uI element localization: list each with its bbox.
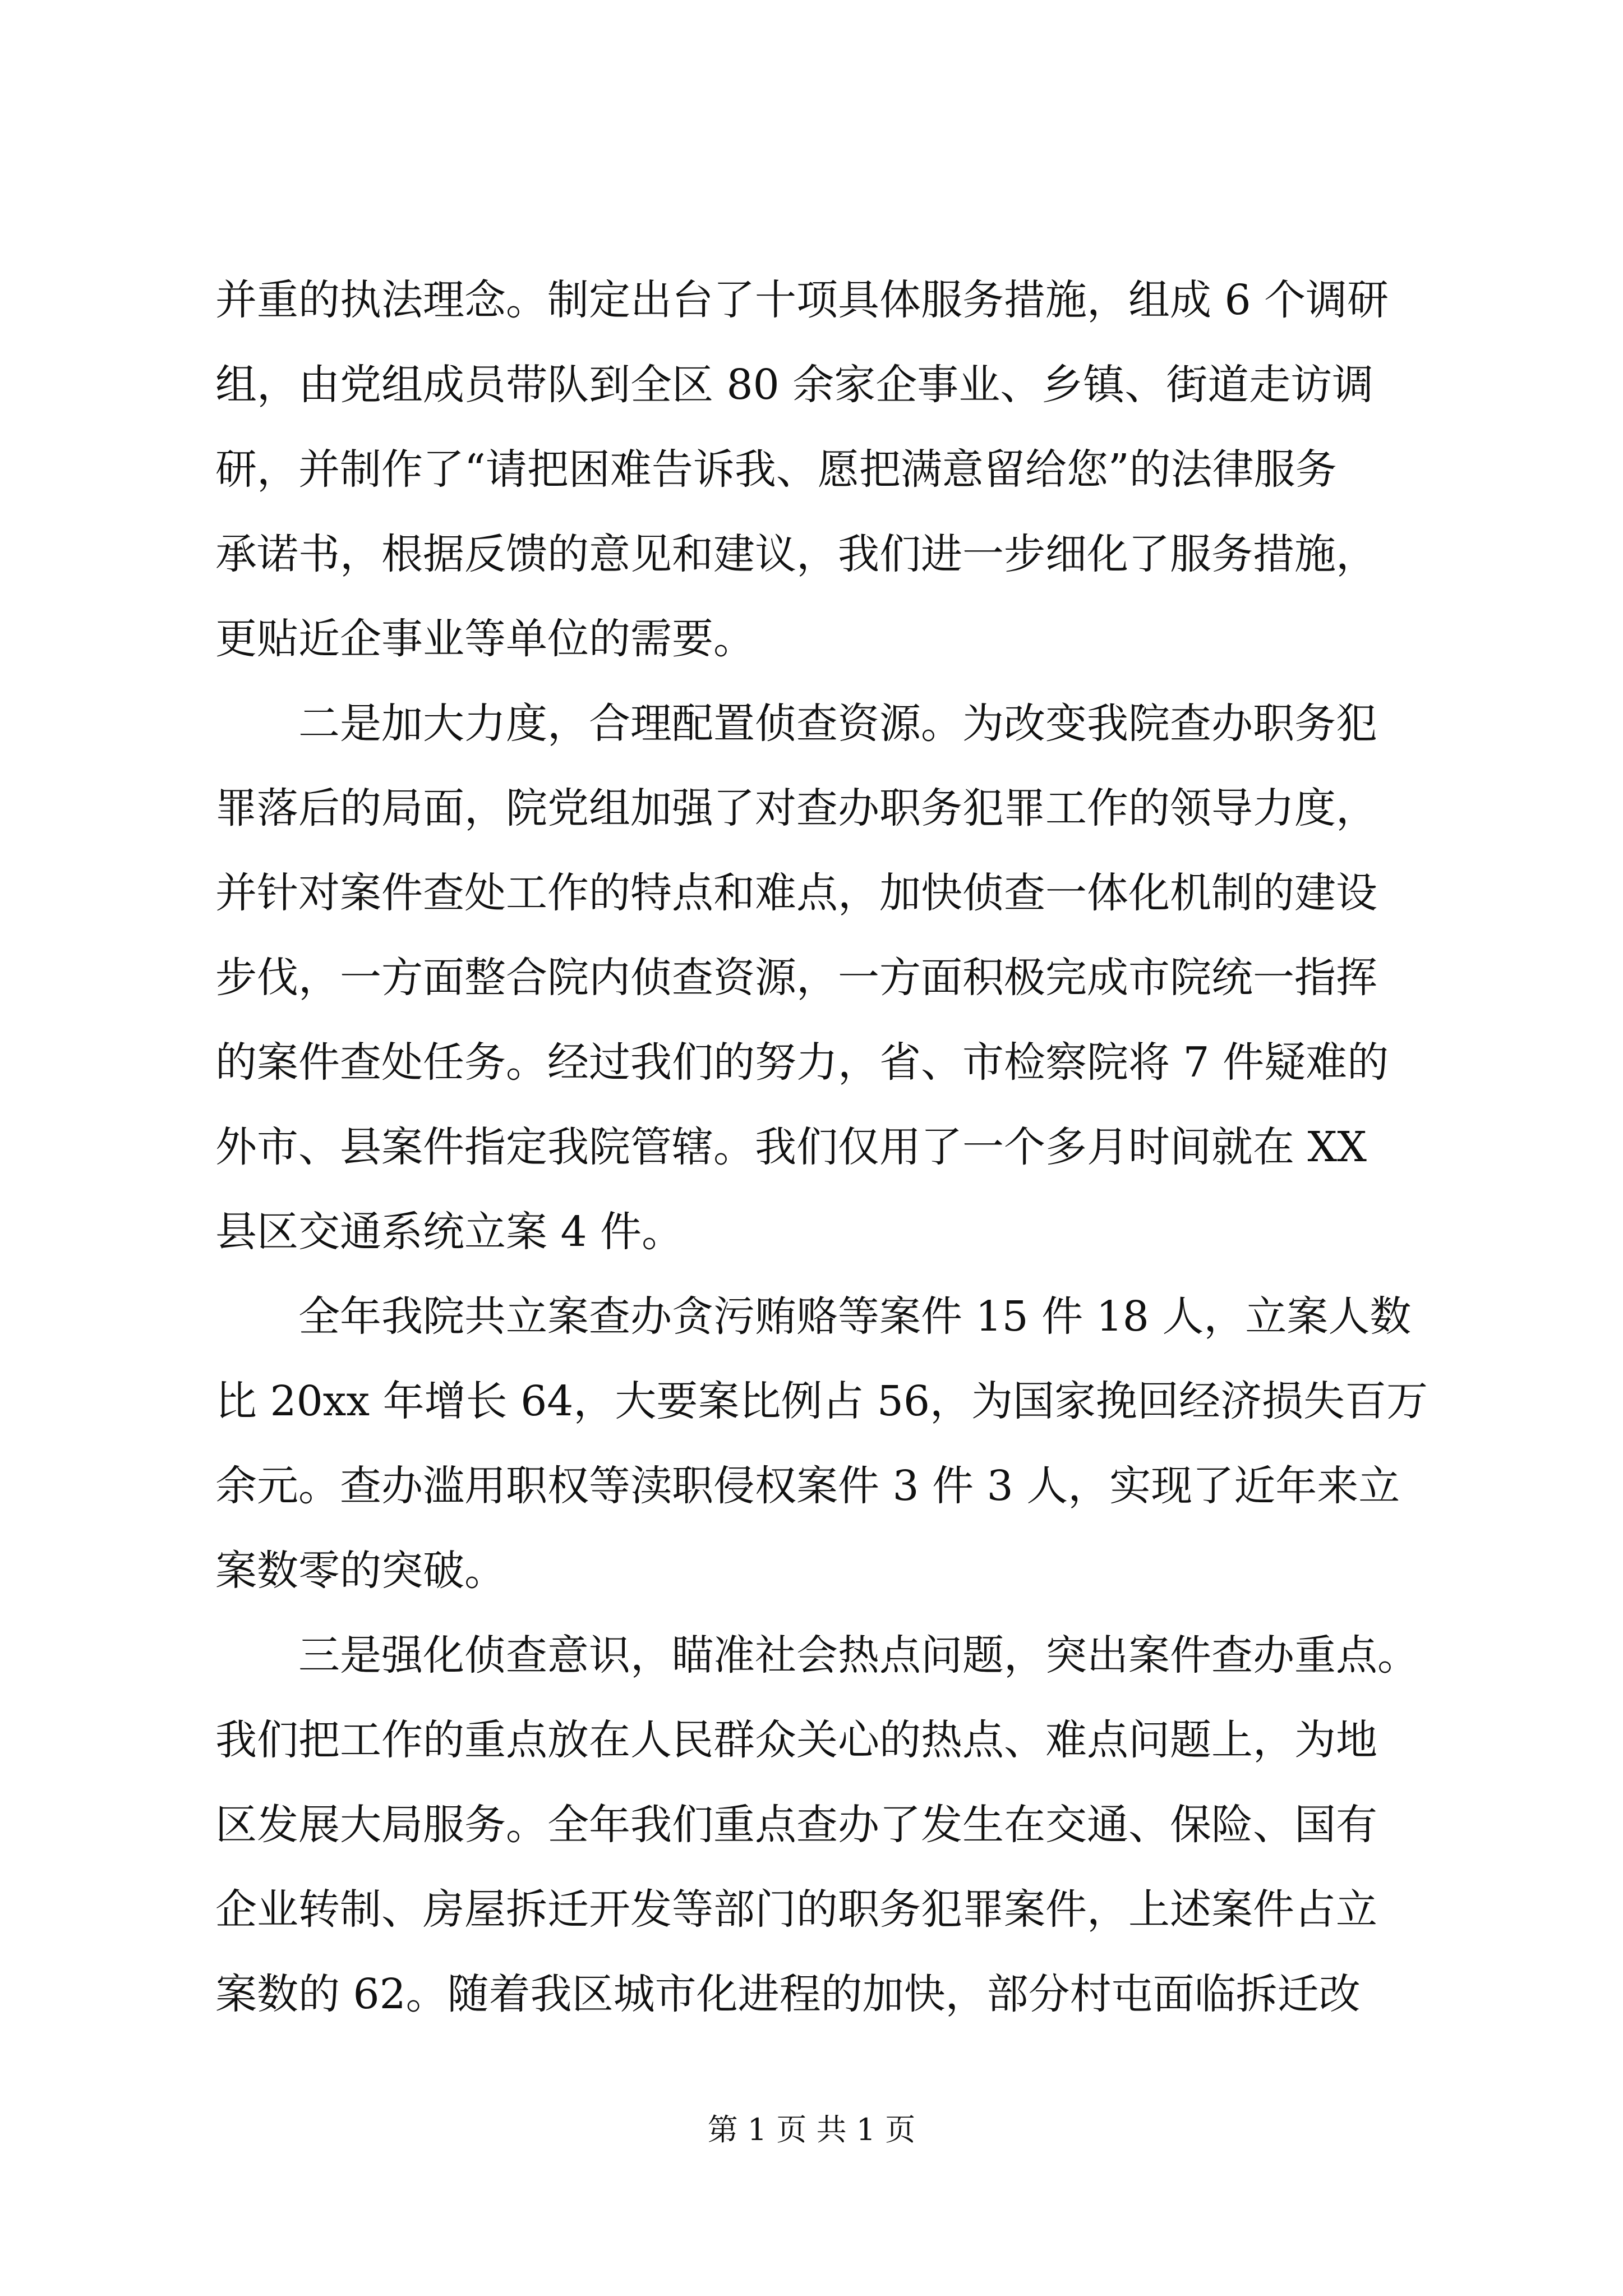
text-line: 的案件查处任务。经过我们的努力，省、市检察院将 7 件疑难的 bbox=[215, 1038, 1389, 1087]
text-line: 案数的 62。随着我区城市化进程的加快，部分村屯面临拆迁改 bbox=[215, 1970, 1361, 2018]
document-body bbox=[215, 258, 1428, 2037]
text-line: 区发展大局服务。全年我们重点查办了发生在交通、保险、国有 bbox=[215, 1801, 1377, 1849]
text-line: 承诺书，根据反馈的意见和建议，我们进一步细化了服务措施， bbox=[215, 530, 1377, 578]
text-line: 罪落后的局面，院党组加强了对查办职务犯罪工作的领导力度， bbox=[215, 784, 1377, 832]
text-line: 外市、县案件指定我院管辖。我们仅用了一个多月时间就在 XX bbox=[215, 1123, 1367, 1171]
paragraph-first-line: 三是强化侦查意识，瞄准社会热点问题，突出案件查办重点。 bbox=[298, 1631, 1419, 1680]
text-line: 县区交通系统立案 4 件。 bbox=[215, 1208, 684, 1256]
page-footer: 第 1 页 共 1 页 bbox=[707, 2112, 916, 2147]
text-line: 比 20xx 年增长 64，大要案比例占 56，为国家挽回经济损失百万 bbox=[215, 1377, 1428, 1425]
paragraph-first-line: 全年我院共立案查办贪污贿赂等案件 15 件 18 人，立案人数 bbox=[298, 1292, 1412, 1341]
text-line: 并重的执法理念。制定出台了十项具体服务措施，组成 6 个调研 bbox=[215, 276, 1389, 324]
text-line: 我们把工作的重点放在人民群众关心的热点、难点问题上，为地 bbox=[215, 1716, 1377, 1764]
text-line: 组，由党组成员带队到全区 80 余家企事业、乡镇、街道走访调 bbox=[215, 361, 1374, 409]
text-line: 余元。查办滥用职权等渎职侵权案件 3 件 3 人，实现了近年来立 bbox=[215, 1462, 1400, 1510]
text-line: 案数零的突破。 bbox=[215, 1547, 506, 1595]
paragraph-first-line: 二是加大力度，合理配置侦查资源。为改变我院查办职务犯 bbox=[298, 700, 1377, 748]
text-line: 企业转制、房屋拆迁开发等部门的职务犯罪案件，上述案件占立 bbox=[215, 1885, 1377, 1934]
text-line: 并针对案件查处工作的特点和难点，加快侦查一体化机制的建设 bbox=[215, 869, 1377, 917]
text-line: 研，并制作了“请把困难告诉我、愿把满意留给您”的法律服务 bbox=[215, 445, 1337, 494]
text-line: 步伐，一方面整合院内侦查资源，一方面积极完成市院统一指挥 bbox=[215, 954, 1377, 1002]
text-line: 更贴近企事业等单位的需要。 bbox=[215, 615, 755, 663]
